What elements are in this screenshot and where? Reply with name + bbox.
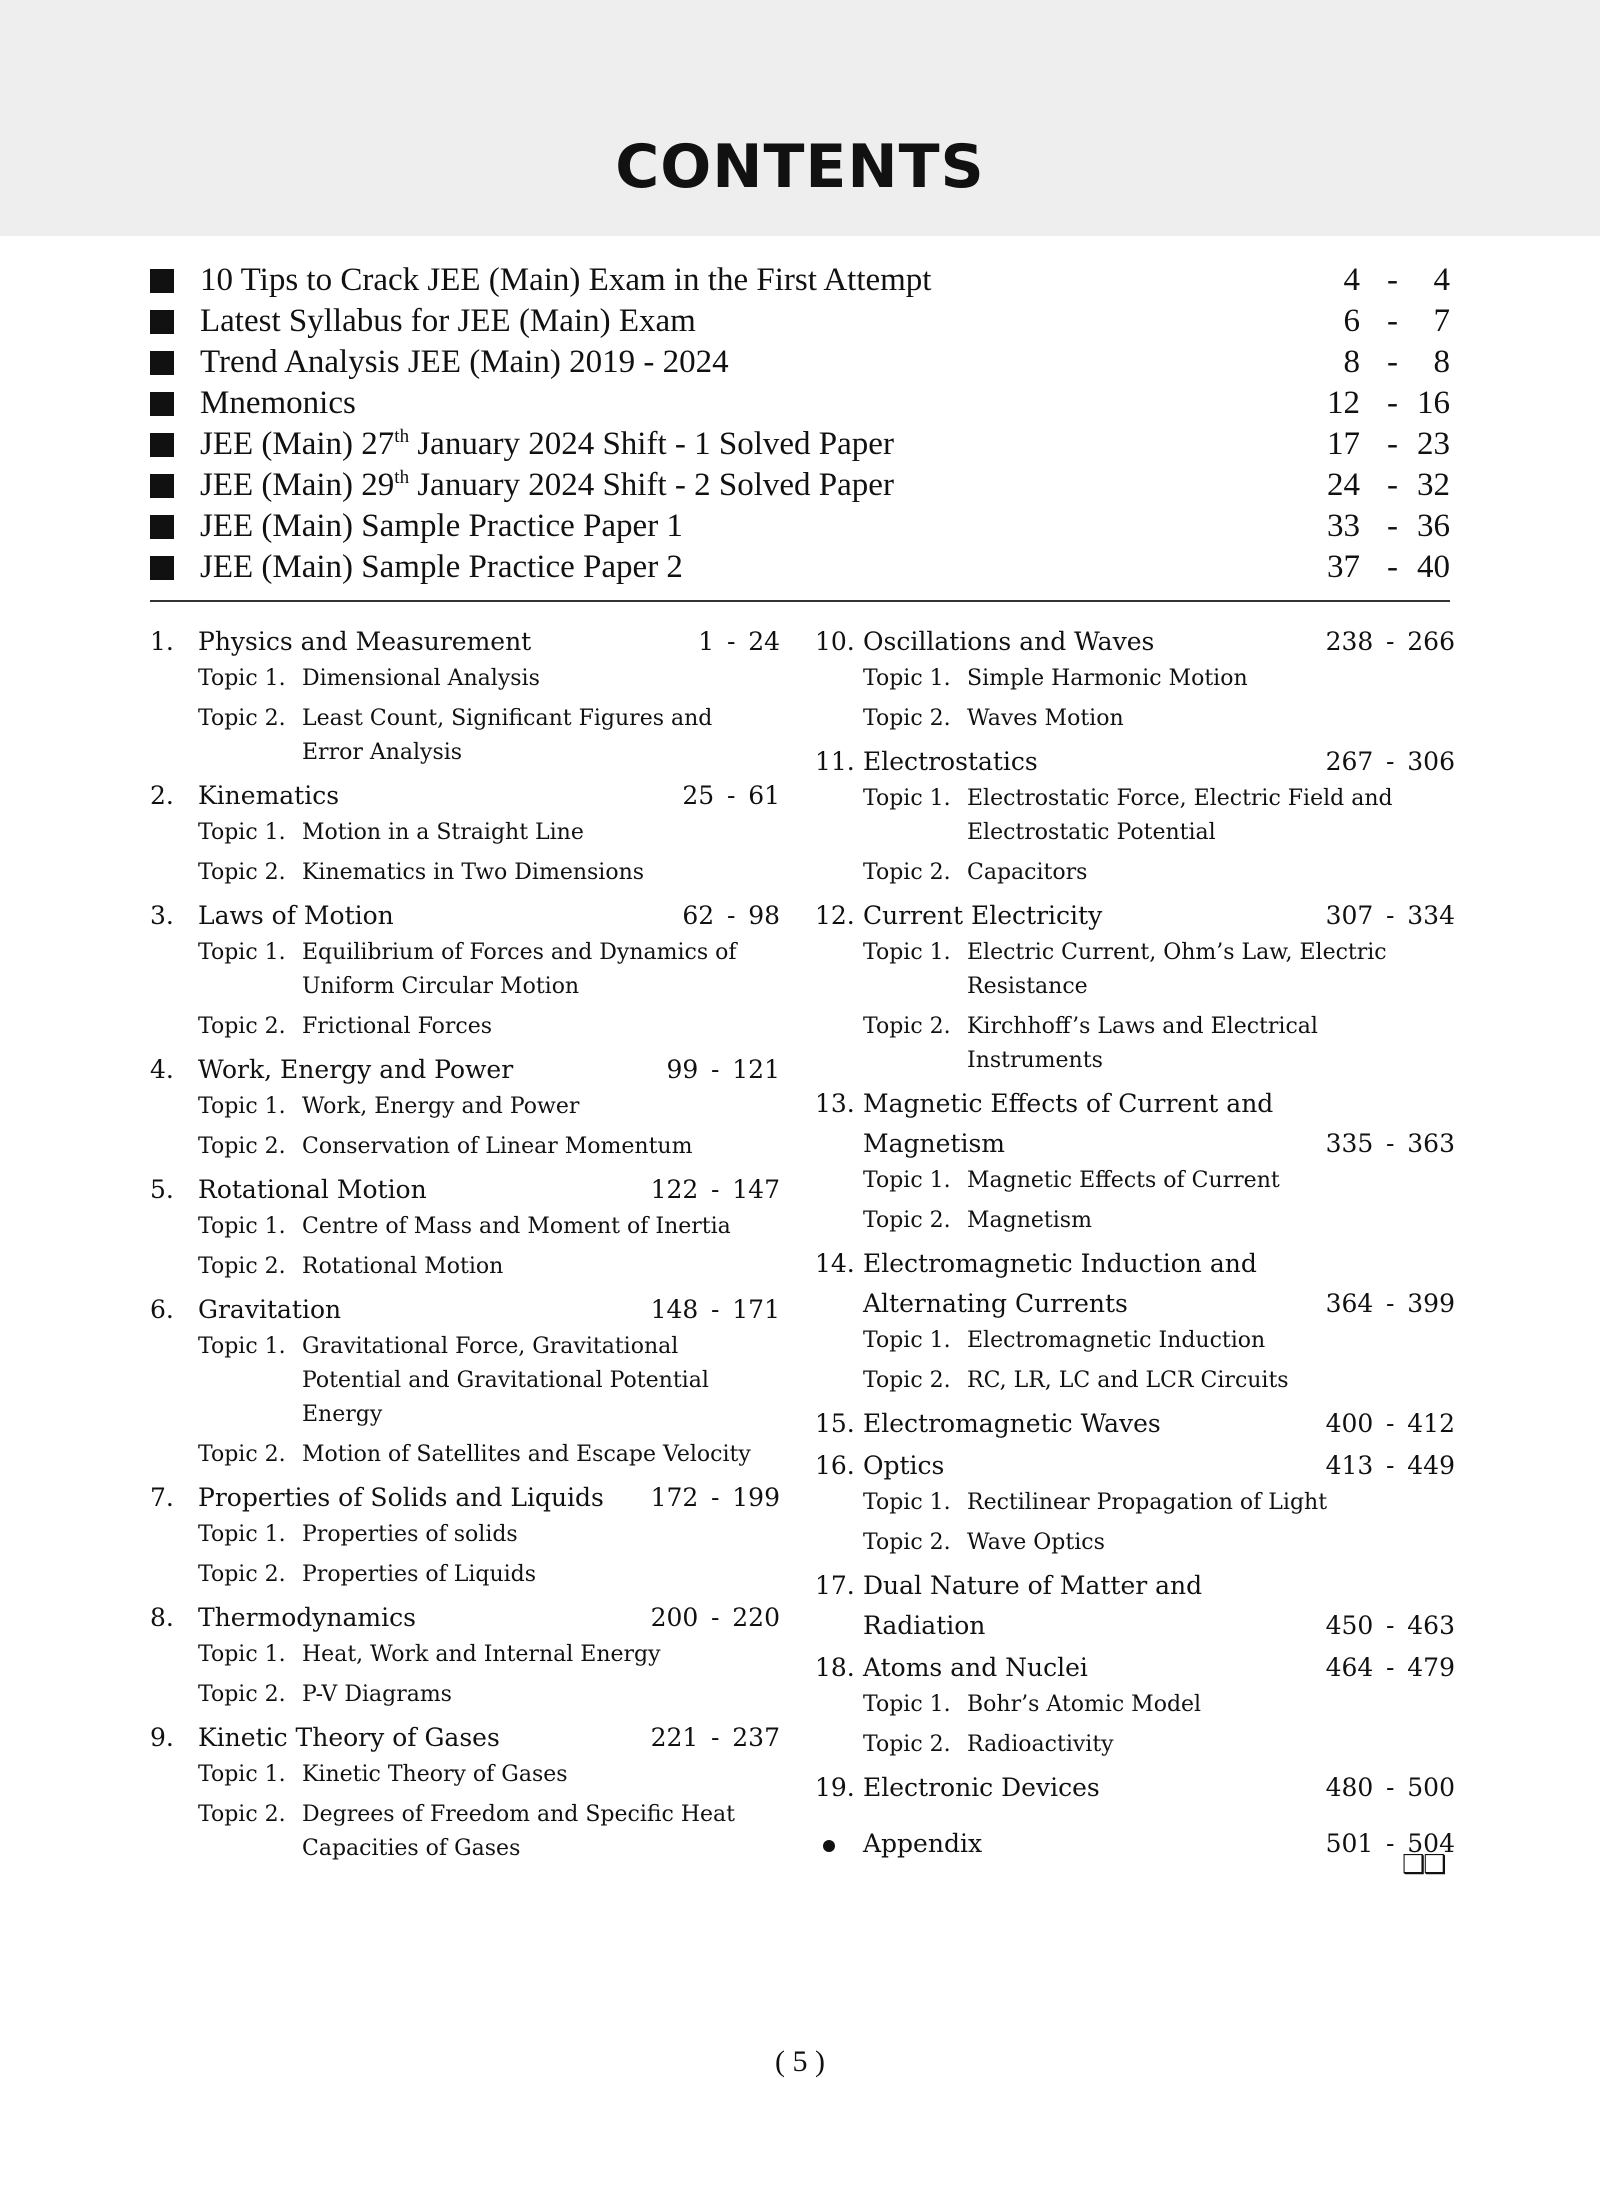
front-matter-item	[150, 301, 1450, 342]
topic-title: Simple Harmonic Motion	[967, 666, 1248, 691]
range-dash: -	[1387, 426, 1398, 462]
range-dash: -	[1386, 747, 1395, 776]
chapter-title: Current Electricity	[863, 901, 1103, 930]
chapter-page-range	[698, 622, 780, 662]
topic-title: Rotational Motion	[302, 1254, 504, 1279]
chapter-page-range	[651, 1718, 780, 1758]
chapter-entry	[815, 1084, 1455, 1164]
topic-entry	[863, 1728, 1455, 1762]
front-matter-label: Latest Syllabus for JEE (Main) Exam	[200, 303, 696, 339]
chapter-entry	[815, 1244, 1455, 1324]
chapter-entry	[815, 896, 1455, 936]
chapter-entry	[150, 1050, 780, 1090]
front-matter-list	[150, 260, 1450, 588]
chapter-page-range	[1326, 1404, 1455, 1444]
topic-title: Waves Motion	[967, 706, 1124, 731]
page-from: 307	[1325, 901, 1374, 930]
page-to: 363	[1407, 1129, 1455, 1158]
topic-title: Electrostatic Force, Electric Field and Electrostatic Potential	[967, 786, 1393, 845]
topic-entry	[198, 936, 780, 1004]
page-from: 464	[1325, 1653, 1374, 1682]
front-matter-label: JEE (Main) Sample Practice Paper 2	[200, 549, 683, 585]
topic-title: P-V Diagrams	[302, 1682, 452, 1707]
topic-entry	[198, 1330, 780, 1432]
page-to: 500	[1407, 1773, 1455, 1802]
front-matter-label: JEE (Main) 27th January 2024 Shift - 1 Solved Paper	[200, 426, 894, 462]
square-bullet-icon	[150, 556, 174, 580]
page-from: 62	[682, 901, 715, 930]
topic-title: Motion in a Straight Line	[302, 820, 584, 845]
page-to: 36	[1417, 508, 1450, 544]
topic-label: Topic 1.	[198, 666, 286, 691]
chapter-entry	[150, 1170, 780, 1210]
chapter-number: 13.	[815, 1089, 855, 1118]
chapter-entry	[150, 1478, 780, 1518]
topic-label: Topic 2.	[863, 1014, 951, 1039]
topic-entry	[198, 1758, 780, 1792]
chapter-number: 19.	[815, 1773, 855, 1802]
page-from: 200	[650, 1603, 699, 1632]
chapter-entry	[815, 622, 1455, 662]
topic-entry	[863, 1164, 1455, 1198]
chapter-title: Electronic Devices	[863, 1773, 1100, 1802]
page-from: 413	[1325, 1451, 1374, 1480]
end-mark: ❑❑	[1402, 1850, 1445, 1880]
page-from: 172	[650, 1483, 699, 1512]
page-from: 400	[1325, 1409, 1374, 1438]
page-to: 479	[1407, 1653, 1455, 1682]
topic-entry	[863, 1010, 1455, 1078]
chapters-left-column	[150, 620, 780, 1872]
chapter-number: 2.	[150, 781, 174, 810]
page-from: 17	[1327, 426, 1360, 462]
topic-label: Topic 2.	[198, 860, 286, 885]
topic-entry	[863, 1364, 1455, 1398]
topic-title: Degrees of Freedom and Specific Heat Capacities of Gases	[302, 1802, 736, 1861]
front-matter-item	[150, 465, 1450, 506]
front-matter-label: 10 Tips to Crack JEE (Main) Exam in the First Attempt	[200, 262, 932, 298]
range-dash: -	[1387, 467, 1398, 503]
appendix-title: Appendix	[863, 1829, 983, 1858]
topic-entry	[198, 1090, 780, 1124]
topic-label: Topic 2.	[198, 1254, 286, 1279]
appendix-entry	[815, 1824, 1455, 1864]
topic-title: Kinematics in Two Dimensions	[302, 860, 645, 885]
chapter-number: 7.	[150, 1483, 174, 1512]
chapter-title: Electromagnetic Induction and Alternating Currents	[863, 1249, 1257, 1318]
square-bullet-icon	[150, 515, 174, 539]
page-to: 32	[1417, 467, 1450, 503]
topic-label: Topic 2.	[863, 1368, 951, 1393]
chapter-title: Oscillations and Waves	[863, 627, 1155, 656]
chapter-page-range	[1326, 1606, 1455, 1646]
topic-label: Topic 1.	[863, 1692, 951, 1717]
chapter-page-range	[1326, 1284, 1455, 1324]
topic-title: Radioactivity	[967, 1732, 1114, 1757]
chapter-entry	[150, 622, 780, 662]
page-to: 8	[1433, 344, 1450, 380]
topic-entry	[198, 702, 780, 770]
topic-entry	[863, 1486, 1455, 1520]
topic-entry	[198, 662, 780, 696]
chapter-entry	[815, 1648, 1455, 1688]
topic-entry	[863, 1688, 1455, 1722]
range-dash: -	[1387, 549, 1398, 585]
front-matter-item	[150, 342, 1450, 383]
topic-entry	[198, 1518, 780, 1552]
range-dash: -	[1387, 344, 1398, 380]
page-to: 16	[1417, 385, 1450, 421]
chapter-page-range	[682, 896, 780, 936]
topic-label: Topic 1.	[863, 666, 951, 691]
range-dash: -	[1386, 1829, 1395, 1858]
range-dash: -	[711, 1723, 720, 1752]
range-dash: -	[726, 901, 736, 930]
topic-label: Topic 1.	[863, 940, 951, 965]
topic-title: Capacitors	[967, 860, 1088, 885]
chapter-title: Magnetic Effects of Current and Magnetism	[863, 1089, 1274, 1158]
topic-entry	[863, 662, 1455, 696]
topic-entry	[198, 1250, 780, 1284]
topic-entry	[198, 1438, 780, 1472]
topic-title: RC, LR, LC and LCR Circuits	[967, 1368, 1289, 1393]
chapter-entry	[150, 1290, 780, 1330]
chapter-number: 3.	[150, 901, 174, 930]
topic-entry	[198, 816, 780, 850]
page-to: 449	[1407, 1451, 1455, 1480]
page-from: 267	[1325, 747, 1374, 776]
range-dash: -	[711, 1055, 720, 1084]
chapter-entry	[815, 1446, 1455, 1486]
divider	[150, 600, 1450, 602]
chapter-number: 6.	[150, 1295, 174, 1324]
range-dash: -	[726, 627, 736, 656]
chapter-page-range	[651, 1290, 780, 1330]
chapter-title: Laws of Motion	[198, 901, 394, 930]
chapter-entry	[815, 742, 1455, 782]
topic-title: Heat, Work and Internal Energy	[302, 1642, 661, 1667]
topic-label: Topic 2.	[198, 1134, 286, 1159]
chapter-number: 14.	[815, 1249, 855, 1278]
chapter-title: Work, Energy and Power	[198, 1055, 514, 1084]
page-from: 501	[1325, 1829, 1374, 1858]
chapter-entry	[815, 1404, 1455, 1444]
page-from: 37	[1327, 549, 1360, 585]
range-dash: -	[1386, 1129, 1395, 1158]
topic-title: Motion of Satellites and Escape Velocity	[302, 1442, 751, 1467]
topic-entry	[198, 856, 780, 890]
page-to: 61	[748, 781, 780, 810]
chapter-title: Physics and Measurement	[198, 627, 532, 656]
page-to: 399	[1407, 1289, 1455, 1318]
topic-label: Topic 2.	[198, 1682, 286, 1707]
range-dash: -	[1386, 1289, 1395, 1318]
page-to: 199	[732, 1483, 780, 1512]
range-dash: -	[1387, 385, 1398, 421]
page-to: 412	[1407, 1409, 1455, 1438]
ordinal-suffix: th	[394, 426, 410, 447]
topic-label: Topic 1.	[198, 1642, 286, 1667]
chapter-page-range	[1326, 1124, 1455, 1164]
chapter-title: Properties of Solids and Liquids	[198, 1483, 604, 1512]
page-to: 334	[1407, 901, 1455, 930]
topic-title: Centre of Mass and Moment of Inertia	[302, 1214, 731, 1239]
chapter-page-range	[1326, 896, 1455, 936]
chapter-title: Kinematics	[198, 781, 340, 810]
range-dash: -	[1386, 627, 1395, 656]
page-from: 25	[682, 781, 715, 810]
chapter-number: 1.	[150, 627, 174, 656]
chapter-title: Electrostatics	[863, 747, 1038, 776]
page-to: 40	[1417, 549, 1450, 585]
front-matter-label: Mnemonics	[200, 385, 356, 421]
chapter-number: 17.	[815, 1571, 855, 1600]
page-to: 23	[1417, 426, 1450, 462]
topic-label: Topic 1.	[198, 1522, 286, 1547]
topic-label: Topic 2.	[198, 1014, 286, 1039]
front-matter-label: JEE (Main) Sample Practice Paper 1	[200, 508, 683, 544]
chapter-page-range	[1326, 742, 1455, 782]
square-bullet-icon	[150, 433, 174, 457]
chapter-number: 18.	[815, 1653, 855, 1682]
topic-entry	[863, 856, 1455, 890]
page-to: 306	[1407, 747, 1455, 776]
range-dash: -	[726, 781, 736, 810]
page-from: 122	[650, 1175, 699, 1204]
topic-label: Topic 2.	[198, 706, 286, 731]
topic-entry	[863, 702, 1455, 736]
topic-entry	[863, 1324, 1455, 1358]
topic-label: Topic 1.	[863, 786, 951, 811]
page-to: 147	[732, 1175, 780, 1204]
page-to: 98	[748, 901, 780, 930]
page-number: ( 5 )	[775, 2045, 825, 2078]
topic-title: Rectilinear Propagation of Light	[967, 1490, 1328, 1515]
topic-entry	[198, 1558, 780, 1592]
topic-entry	[198, 1010, 780, 1044]
topic-label: Topic 1.	[863, 1168, 951, 1193]
chapter-number: 16.	[815, 1451, 855, 1480]
chapter-title: Rotational Motion	[198, 1175, 427, 1204]
page-to: 237	[732, 1723, 780, 1752]
front-matter-item	[150, 383, 1450, 424]
range-dash: -	[711, 1175, 720, 1204]
topic-title: Electromagnetic Induction	[967, 1328, 1266, 1353]
page-to: 266	[1407, 627, 1455, 656]
topic-title: Dimensional Analysis	[302, 666, 540, 691]
page-from: 1	[698, 627, 715, 656]
page-from: 99	[666, 1055, 699, 1084]
topic-label: Topic 1.	[198, 1214, 286, 1239]
topic-title: Magnetism	[967, 1208, 1092, 1233]
topic-entry	[198, 1678, 780, 1712]
topic-entry	[198, 1130, 780, 1164]
chapter-entry	[150, 896, 780, 936]
topic-title: Properties of Liquids	[302, 1562, 537, 1587]
topic-label: Topic 2.	[863, 1530, 951, 1555]
page-to: 4	[1433, 262, 1450, 298]
chapter-page-range	[1326, 622, 1455, 662]
topic-title: Gravitational Force, Gravitational Potential and Gravitational Potential Energy	[302, 1334, 709, 1427]
topic-title: Wave Optics	[967, 1530, 1105, 1555]
chapter-entry	[150, 776, 780, 816]
range-dash: -	[1387, 508, 1398, 544]
topic-label: Topic 2.	[198, 1442, 286, 1467]
chapter-page-range	[1326, 1768, 1455, 1808]
chapter-page-range	[651, 1478, 780, 1518]
page-title: CONTENTS	[615, 132, 985, 202]
page-from: 24	[1327, 467, 1360, 503]
chapter-title: Thermodynamics	[198, 1603, 416, 1632]
topic-label: Topic 1.	[198, 1762, 286, 1787]
topic-entry	[198, 1798, 780, 1866]
topic-label: Topic 2.	[863, 860, 951, 885]
topic-title: Properties of solids	[302, 1522, 518, 1547]
topic-label: Topic 1.	[863, 1328, 951, 1353]
chapter-page-range	[666, 1050, 780, 1090]
range-dash: -	[711, 1483, 720, 1512]
square-bullet-icon	[150, 351, 174, 375]
topic-entry	[863, 782, 1455, 850]
chapter-number: 15.	[815, 1409, 855, 1438]
chapter-number: 10.	[815, 627, 855, 656]
chapter-title: Kinetic Theory of Gases	[198, 1723, 500, 1752]
topic-title: Equilibrium of Forces and Dynamics of Uniform Circular Motion	[302, 940, 737, 999]
topic-label: Topic 1.	[198, 1094, 286, 1119]
topic-entry	[198, 1210, 780, 1244]
front-matter-label: JEE (Main) 29th January 2024 Shift - 2 Solved Paper	[200, 467, 894, 503]
chapter-page-range	[651, 1598, 780, 1638]
front-matter-item	[150, 260, 1450, 301]
topic-label: Topic 1.	[198, 1334, 286, 1359]
topic-label: Topic 2.	[863, 1732, 951, 1757]
chapter-page-range	[1326, 1648, 1455, 1688]
chapter-number: 8.	[150, 1603, 174, 1632]
chapter-entry	[150, 1718, 780, 1758]
chapter-page-range	[682, 776, 780, 816]
topic-label: Topic 1.	[198, 940, 286, 965]
range-dash: -	[1387, 262, 1398, 298]
front-matter-item	[150, 506, 1450, 547]
chapter-number: 4.	[150, 1055, 174, 1084]
chapter-title: Atoms and Nuclei	[863, 1653, 1088, 1682]
chapter-entry	[815, 1566, 1455, 1646]
page-from: 4	[1343, 262, 1360, 298]
page-from: 238	[1325, 627, 1374, 656]
topic-title: Conservation of Linear Momentum	[302, 1134, 693, 1159]
round-bullet-icon	[823, 1840, 835, 1852]
page-from: 12	[1327, 385, 1360, 421]
range-dash: -	[1386, 1409, 1395, 1438]
topic-title: Kirchhoff’s Laws and Electrical Instruments	[967, 1014, 1318, 1073]
front-matter-label: Trend Analysis JEE (Main) 2019 - 2024	[200, 344, 729, 380]
topic-title: Frictional Forces	[302, 1014, 493, 1039]
chapter-entry	[150, 1598, 780, 1638]
topic-title: Least Count, Significant Figures and Error Analysis	[302, 706, 713, 765]
page-from: 450	[1325, 1611, 1374, 1640]
range-dash: -	[1386, 1451, 1395, 1480]
page-from: 335	[1325, 1129, 1374, 1158]
page-from: 6	[1343, 303, 1360, 339]
topic-label: Topic 1.	[198, 820, 286, 845]
chapter-number: 5.	[150, 1175, 174, 1204]
page-to: 504	[1407, 1829, 1455, 1858]
range-dash: -	[1387, 303, 1398, 339]
topic-label: Topic 2.	[198, 1802, 286, 1827]
page-to: 7	[1433, 303, 1450, 339]
topic-title: Work, Energy and Power	[302, 1094, 580, 1119]
chapter-title: Electromagnetic Waves	[863, 1409, 1161, 1438]
chapter-number: 9.	[150, 1723, 174, 1752]
chapter-title: Gravitation	[198, 1295, 342, 1324]
page-to: 121	[732, 1055, 780, 1084]
chapter-entry	[815, 1768, 1455, 1808]
square-bullet-icon	[150, 269, 174, 293]
chapter-page-range	[651, 1170, 780, 1210]
range-dash: -	[711, 1603, 720, 1632]
topic-label: Topic 2.	[198, 1562, 286, 1587]
topic-label: Topic 2.	[863, 706, 951, 731]
page-from: 8	[1343, 344, 1360, 380]
square-bullet-icon	[150, 310, 174, 334]
topic-title: Kinetic Theory of Gases	[302, 1762, 568, 1787]
front-matter-item	[150, 424, 1450, 465]
chapter-number: 12.	[815, 901, 855, 930]
topic-title: Bohr’s Atomic Model	[967, 1692, 1202, 1717]
chapters-right-column	[815, 620, 1455, 1864]
chapter-page-range	[1326, 1446, 1455, 1486]
page-from: 480	[1325, 1773, 1374, 1802]
page-from: 33	[1327, 508, 1360, 544]
page-to: 463	[1407, 1611, 1455, 1640]
page-from: 221	[650, 1723, 699, 1752]
ordinal-suffix: th	[394, 467, 410, 488]
page-to: 171	[732, 1295, 780, 1324]
front-matter-item	[150, 547, 1450, 588]
chapter-title: Dual Nature of Matter and Radiation	[863, 1571, 1203, 1640]
square-bullet-icon	[150, 474, 174, 498]
topic-entry	[863, 1526, 1455, 1560]
topic-title: Magnetic Effects of Current	[967, 1168, 1280, 1193]
topic-entry	[863, 1204, 1455, 1238]
topic-entry	[198, 1638, 780, 1672]
range-dash: -	[1386, 901, 1395, 930]
topic-label: Topic 2.	[863, 1208, 951, 1233]
page-to: 24	[748, 627, 780, 656]
page-from: 364	[1325, 1289, 1374, 1318]
topic-label: Topic 1.	[863, 1490, 951, 1515]
range-dash: -	[1386, 1773, 1395, 1802]
range-dash: -	[1386, 1611, 1395, 1640]
range-dash: -	[1386, 1653, 1395, 1682]
chapter-number: 11.	[815, 747, 855, 776]
page-to: 220	[732, 1603, 780, 1632]
square-bullet-icon	[150, 392, 174, 416]
range-dash: -	[711, 1295, 720, 1324]
topic-entry	[863, 936, 1455, 1004]
topic-title: Electric Current, Ohm’s Law, Electric Resistance	[967, 940, 1387, 999]
chapter-title: Optics	[863, 1451, 945, 1480]
page-from: 148	[650, 1295, 699, 1324]
